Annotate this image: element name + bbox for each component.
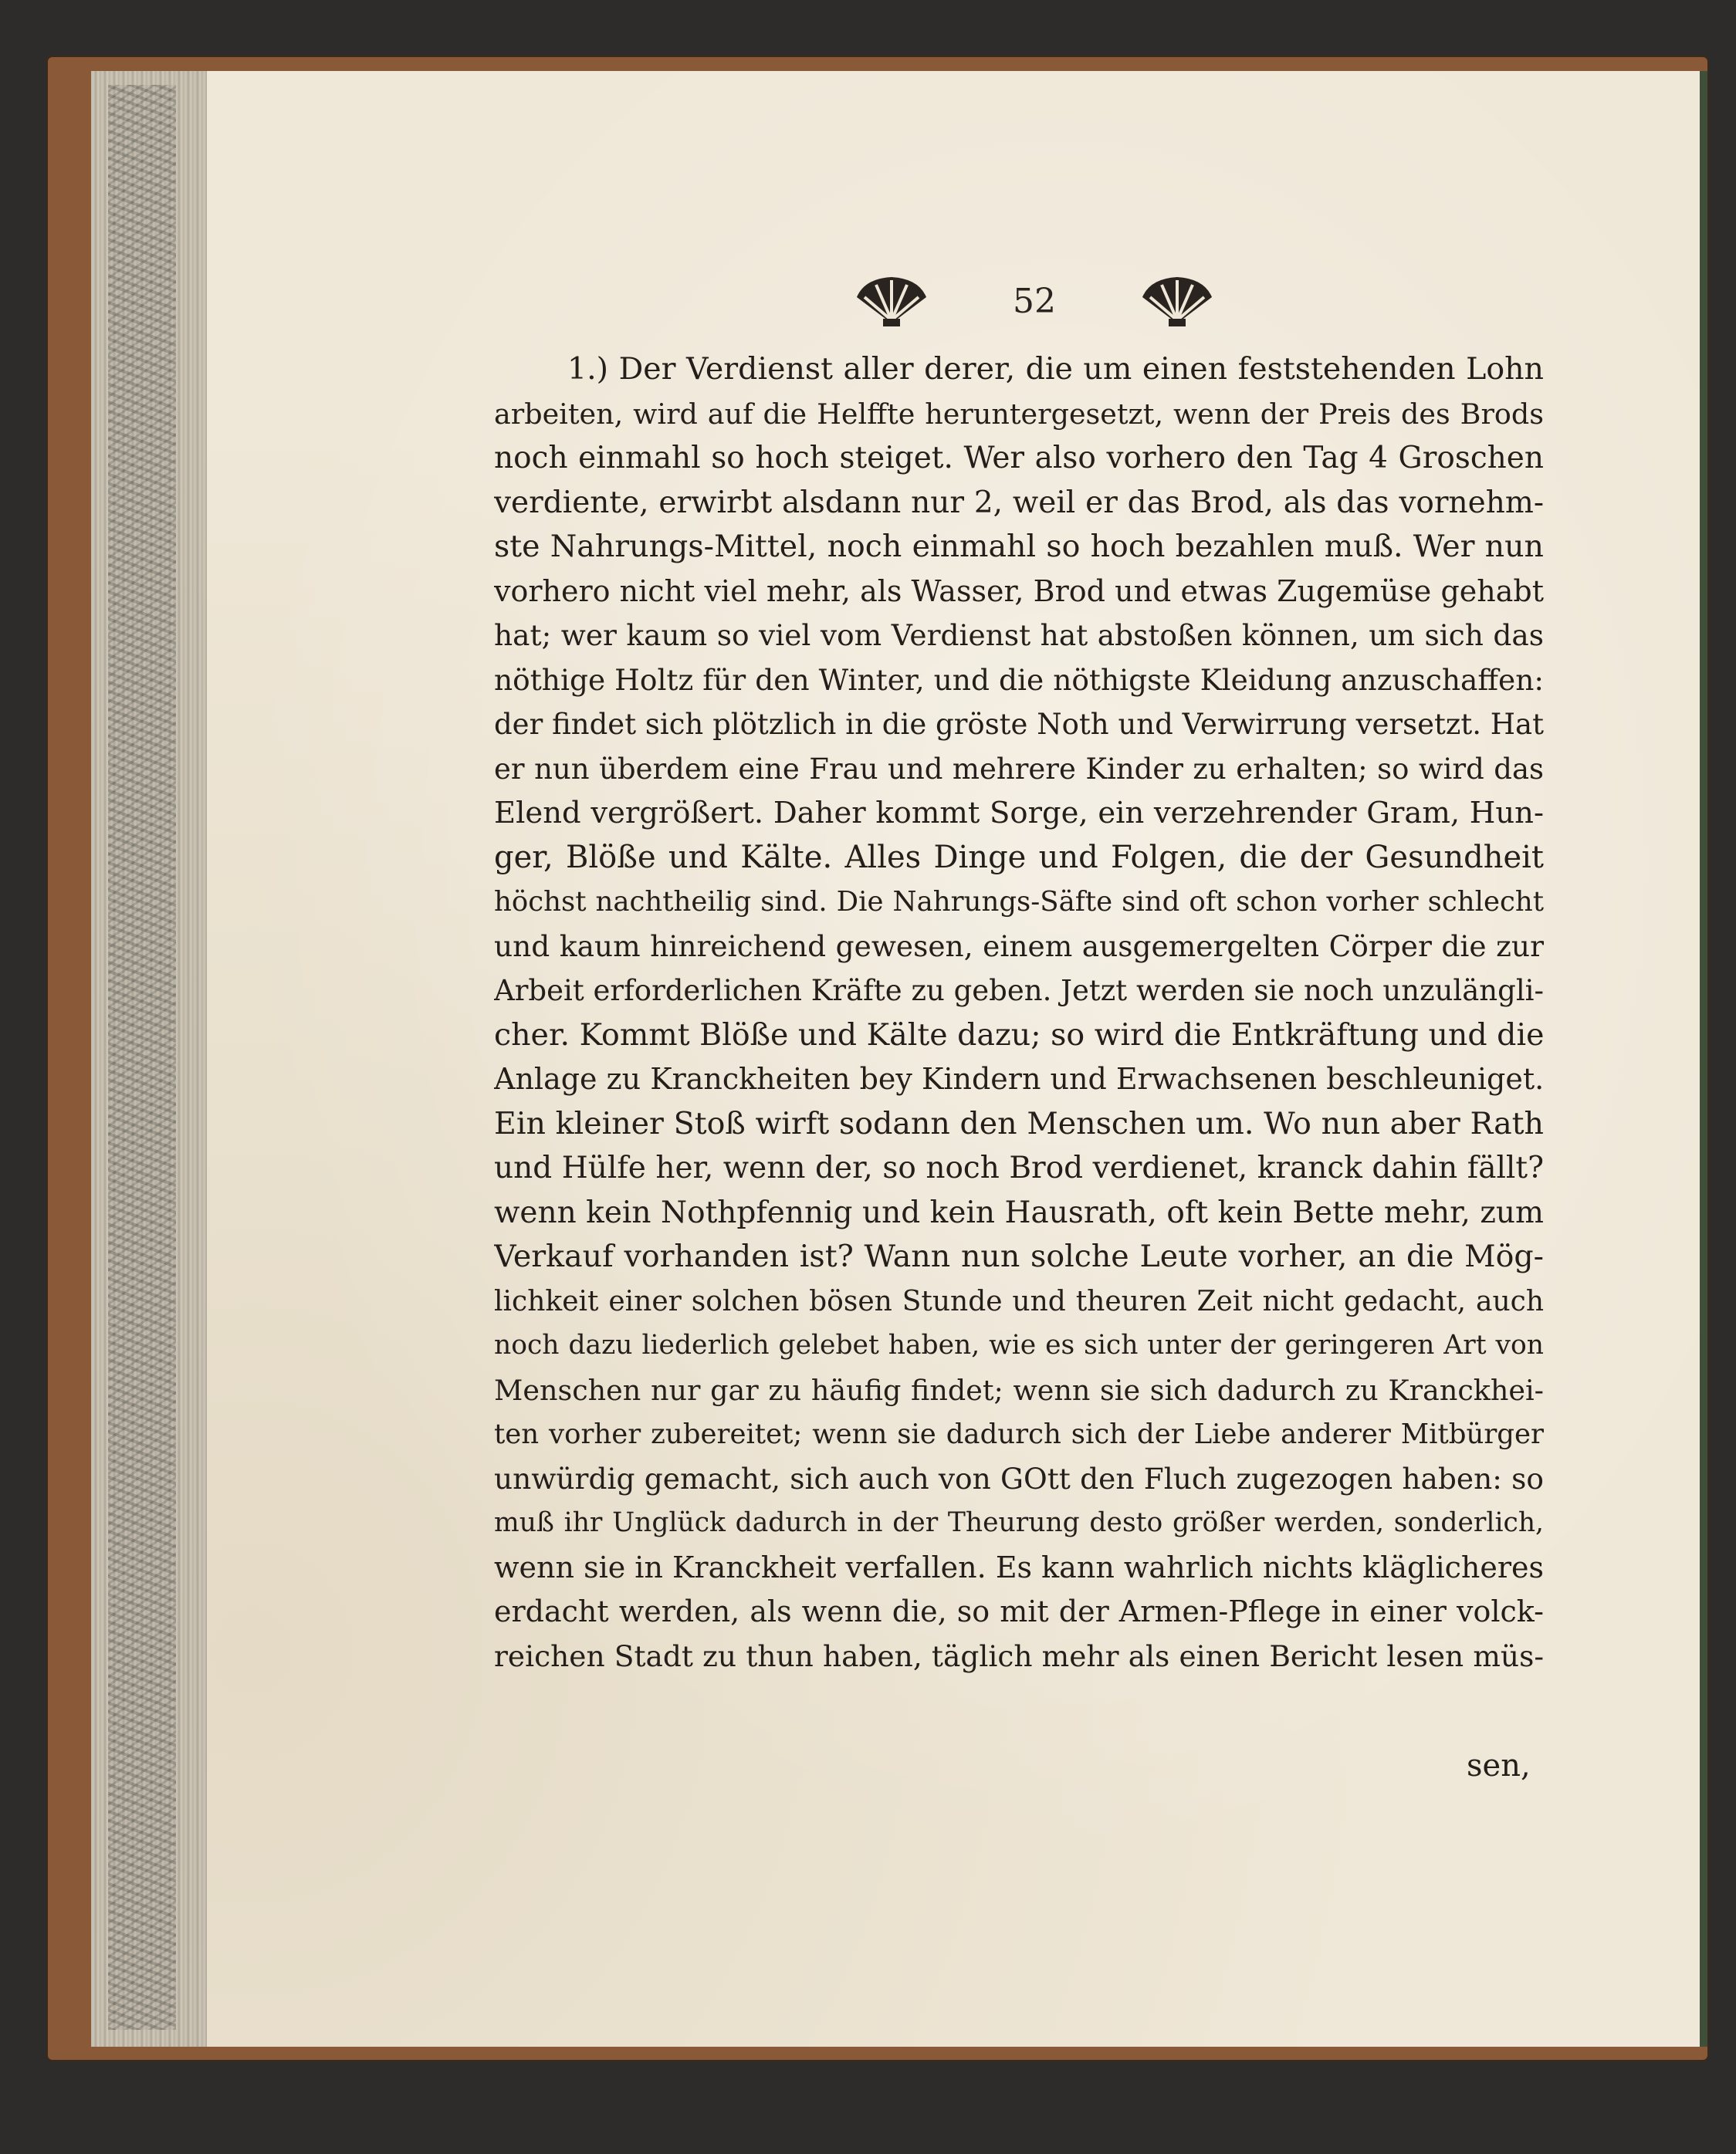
text-line: Arbeit erforderlichen Kräfte zu geben. Jetzt werden sie noch unzulängli- <box>494 974 1544 1007</box>
text-line: erdacht werden, als wenn die, so mit der Armen-Pflege in einer volck- <box>494 1594 1544 1628</box>
text-line: Anlage zu Kranckheiten bey Kindern und Erwachsenen beschleuniget. <box>494 1062 1544 1096</box>
text-line: und kaum hinreichend gewesen, einem ausgemergelten Cörper die zur <box>494 928 1544 963</box>
text-line: reichen Stadt zu thun haben, täglich mehr als einen Bericht lesen müs- <box>494 1638 1544 1673</box>
text-line: wenn sie in Kranckheit verfallen. Es kann wahrlich nichts kläglicheres <box>494 1550 1544 1584</box>
text-line: vorhero nicht viel mehr, als Wasser, Brod und etwas Zugemüse gehabt <box>494 573 1544 608</box>
text-line: Ein kleiner Stoß wirft sodann den Menschen um. Wo nun aber Rath <box>494 1105 1544 1141</box>
text-line: verdiente, erwirbt alsdann nur 2, weil er das Brod, als das vornehm- <box>494 485 1544 520</box>
text-line: hat; wer kaum so viel vom Verdienst hat abstoßen können, um sich das <box>494 618 1544 652</box>
text-line: Menschen nur gar zu häufig findet; wenn sie sich dadurch zu Kranckhei- <box>494 1373 1544 1407</box>
binding-edge <box>1700 71 1707 2047</box>
page-header <box>849 270 1220 332</box>
text-line: Verkauf vorhanden ist? Wann nun solche Leute vorher, an die Mög- <box>494 1239 1544 1274</box>
text-line: ger, Blöße und Kälte. Alles Dinge und Folgen, die der Gesundheit <box>494 839 1544 875</box>
text-line: 1.) Der Verdienst aller derer, die um einen feststehenden Lohn <box>567 351 1544 387</box>
shell-ornament-icon <box>1135 274 1220 328</box>
text-line: noch dazu liederlich gelebet haben, wie es sich unter der geringeren Art von <box>494 1330 1544 1361</box>
text-line: er nun überdem eine Frau und mehrere Kinder zu erhalten; so wird das <box>494 752 1544 786</box>
shell-ornament-icon <box>849 274 934 328</box>
text-line: der findet sich plötzlich in die gröste Noth und Verwirrung versetzt. Hat <box>494 708 1544 741</box>
text-line: und Hülfe her, wenn der, so noch Brod verdienet, kranck dahin fällt? <box>494 1151 1544 1185</box>
text-line: arbeiten, wird auf die Helffte heruntergesetzt, wenn der Preis des Brods <box>494 397 1544 431</box>
text-line: Elend vergrößert. Daher kommt Sorge, ein verzehrender Gram, Hun- <box>494 796 1544 830</box>
marbled-edge <box>108 85 176 2030</box>
text-line: muß ihr Unglück dadurch in der Theurung desto größer werden, sonderlich, <box>494 1507 1544 1538</box>
catchword: sen, <box>1467 1748 1531 1784</box>
text-line: höchst nachtheilig sind. Die Nahrungs-Säfte sind oft schon vorher schlecht <box>494 886 1544 918</box>
page-number: 52 <box>1013 281 1056 321</box>
text-line: ten vorher zubereitet; wenn sie dadurch sich der Liebe anderer Mitbürger <box>494 1419 1544 1450</box>
text-line: nöthige Holtz für den Winter, und die nöthigste Kleidung anzuschaffen: <box>494 662 1544 697</box>
text-line: ste Nahrungs-Mittel, noch einmahl so hoch bezahlen muß. Wer nun <box>494 529 1544 564</box>
text-line: cher. Kommt Blöße und Kälte dazu; so wird die Entkräftung und die <box>494 1016 1544 1053</box>
text-line: noch einmahl so hoch steiget. Wer also vorhero den Tag 4 Groschen <box>494 441 1544 475</box>
text-line: wenn kein Nothpfennig und kein Hausrath, oft kein Bette mehr, zum <box>494 1195 1544 1230</box>
body-text <box>494 347 1544 1679</box>
text-line: lichkeit einer solchen bösen Stunde und theuren Zeit nicht gedacht, auch <box>494 1285 1544 1317</box>
text-line: unwürdig gemacht, sich auch von GOtt den Fluch zugezogen haben: so <box>494 1461 1544 1496</box>
